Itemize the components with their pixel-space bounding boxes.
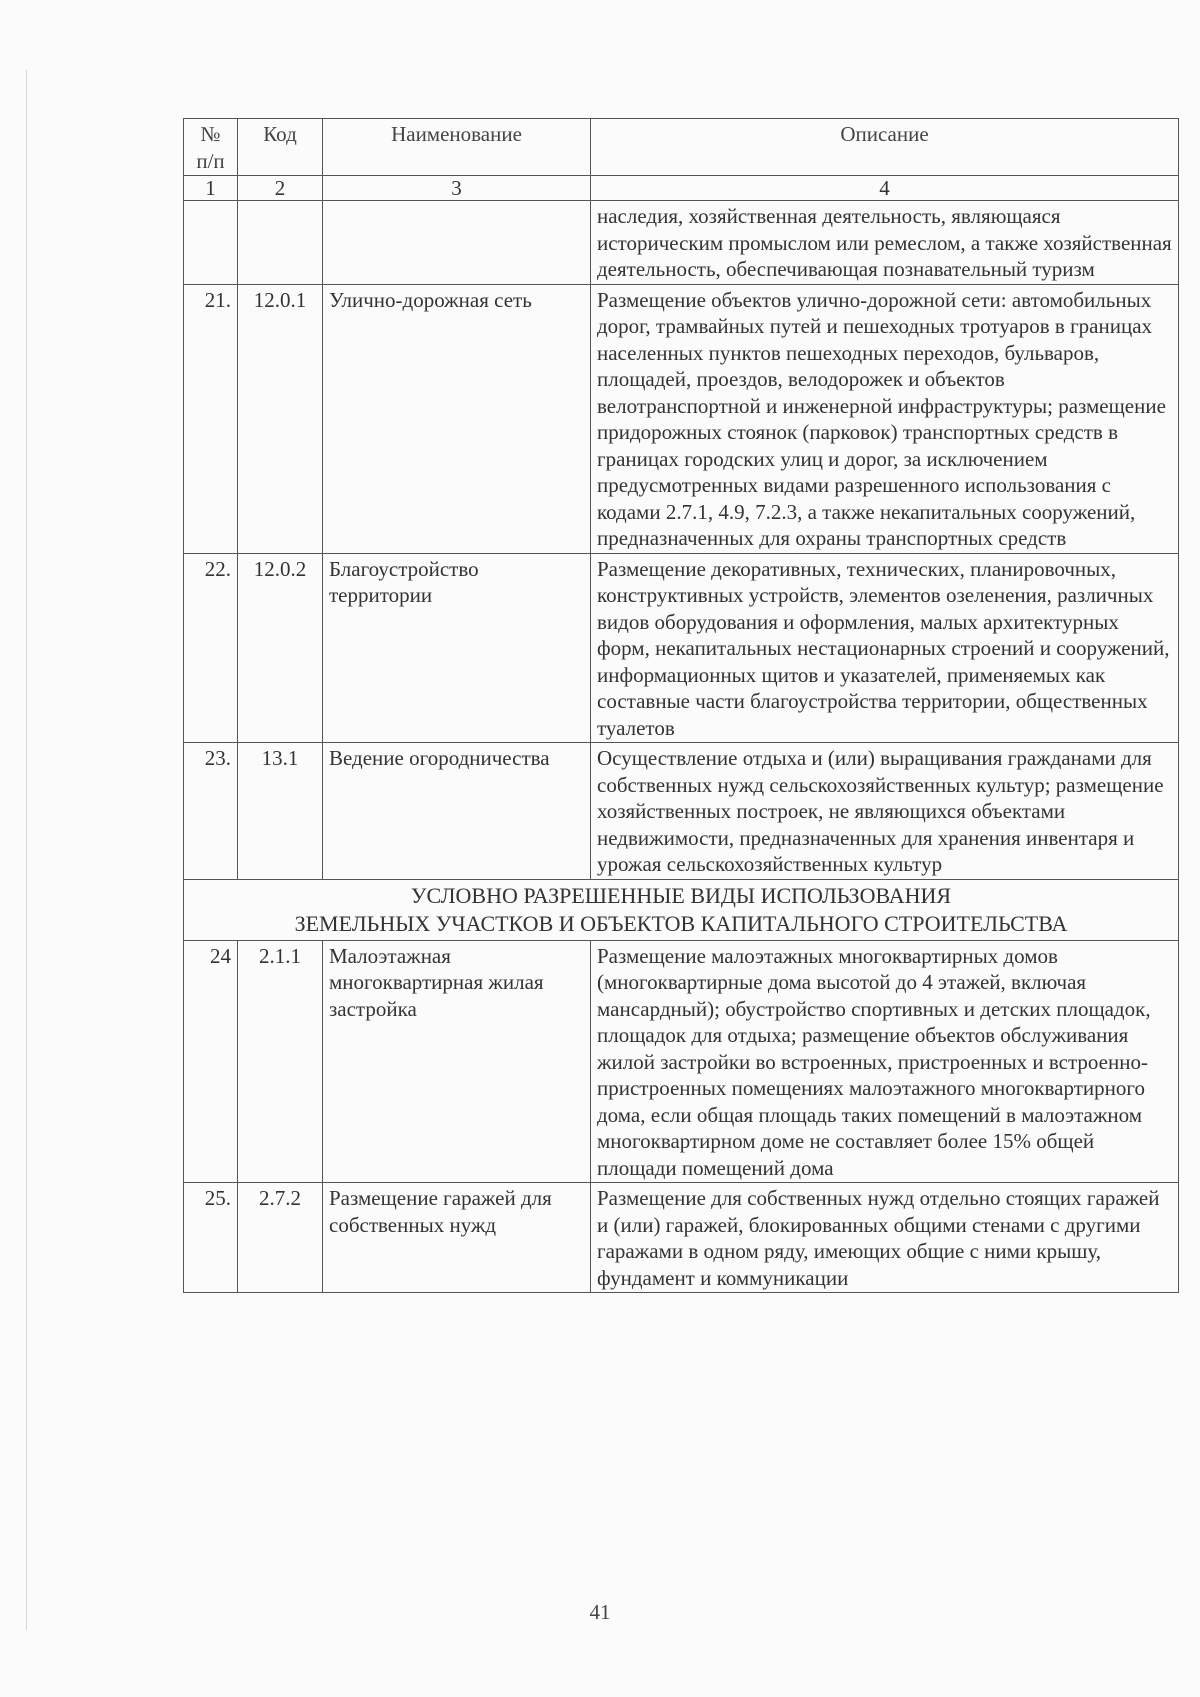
row-description: наследия, хозяйственная деятельность, являющаяся историческим промыслом или ремеслом, а также хозяйственная деятельность, обеспечивающая познавательный туризм — [591, 201, 1179, 285]
row-name: Размещение гаражей для собственных нужд — [323, 1183, 591, 1293]
header-name: Наименование — [323, 119, 591, 176]
row-num: 22. — [184, 553, 238, 743]
section-heading — [184, 879, 1179, 940]
table-row — [184, 284, 1179, 553]
table-row — [184, 553, 1179, 743]
row-num: 25. — [184, 1183, 238, 1293]
row-name: Ведение огородничества — [323, 743, 591, 880]
column-index: 4 — [591, 176, 1179, 201]
row-num-cell — [184, 201, 238, 285]
row-num: 24 — [184, 940, 238, 1183]
header-code: Код — [238, 119, 323, 176]
row-description: Размещение объектов улично-дорожной сети: автомобильных дорог, трамвайных путей и пешеходных тротуаров в границах населенных пунктов пешеходных переходов, бульваров, площадей, проездов, велодорожек и объектов велотранспортной и инженерной инфраструктуры; размещение придорожных стоянок (парковок) транспортных средств в границах городских улиц и дорог, за исключением предусмотренных видами разрешенного использования с кодами 2.7.1, 4.9, 7.2.3, а также некапитальных сооружений, предназначенных для охраны транспортных средств — [591, 284, 1179, 553]
row-name: Малоэтажная многоквартирная жилая застройка — [323, 940, 591, 1183]
row-code: 12.0.2 — [238, 553, 323, 743]
header-num: № п/п — [184, 119, 238, 176]
table-row — [184, 940, 1179, 1183]
land-use-table — [183, 118, 1179, 1293]
row-description: Осуществление отдыха и (или) выращивания гражданами для собственных нужд сельскохозяйственных культур; размещение хозяйственных построек, не являющихся объектами недвижимости, предназначенных для хранения инвентаря и урожая сельскохозяйственных культур — [591, 743, 1179, 880]
header-description: Описание — [591, 119, 1179, 176]
column-index: 2 — [238, 176, 323, 201]
column-index-row — [184, 176, 1179, 201]
table-row — [184, 1183, 1179, 1293]
row-description: Размещение декоративных, технических, планировочных, конструктивных устройств, элементов озеленения, различных видов оборудования и оформления, малых архитектурных форм, некапитальных нестационарных строений и сооружений, информационных щитов и указателей, применяемых как составные части благоустройства территории, общественных туалетов — [591, 553, 1179, 743]
table-row — [184, 743, 1179, 880]
section-title-line1: УСЛОВНО РАЗРЕШЕННЫЕ ВИДЫ ИСПОЛЬЗОВАНИЯ — [410, 882, 952, 908]
row-code: 13.1 — [238, 743, 323, 880]
column-index: 1 — [184, 176, 238, 201]
row-num: 21. — [184, 284, 238, 553]
column-index: 3 — [323, 176, 591, 201]
page-number: 41 — [589, 1600, 611, 1624]
section-title-line2: ЗЕМЕЛЬНЫХ УЧАСТКОВ И ОБЪЕКТОВ КАПИТАЛЬНОГО СТРОИТЕЛЬСТВА — [294, 910, 1068, 936]
row-name-cell — [323, 201, 591, 285]
table-row-continuation — [184, 201, 1179, 285]
binding-margin-line — [26, 70, 27, 1630]
row-num: 23. — [184, 743, 238, 880]
row-description: Размещение малоэтажных многоквартирных домов (многоквартирные дома высотой до 4 этажей, включая мансардный); обустройство спортивных и детских площадок, площадок для отдыха; размещение объектов обслуживания жилой застройки во встроенных, пристроенных и встроенно-пристроенных помещениях малоэтажного многоквартирного дома, если общая площадь таких помещений в малоэтажном многоквартирном доме не составляет более 15% общей площади помещений дома — [591, 940, 1179, 1183]
row-name: Благоустройство территории — [323, 553, 591, 743]
row-code: 2.1.1 — [238, 940, 323, 1183]
table-header-row — [184, 119, 1179, 176]
section-heading-row — [184, 879, 1179, 940]
row-code: 2.7.2 — [238, 1183, 323, 1293]
row-name: Улично-дорожная сеть — [323, 284, 591, 553]
row-description: Размещение для собственных нужд отдельно стоящих гаражей и (или) гаражей, блокированных общими стенами с другими гаражами в одном ряду, имеющих общие с ними крышу, фундамент и коммуникации — [591, 1183, 1179, 1293]
row-code-cell — [238, 201, 323, 285]
row-code: 12.0.1 — [238, 284, 323, 553]
